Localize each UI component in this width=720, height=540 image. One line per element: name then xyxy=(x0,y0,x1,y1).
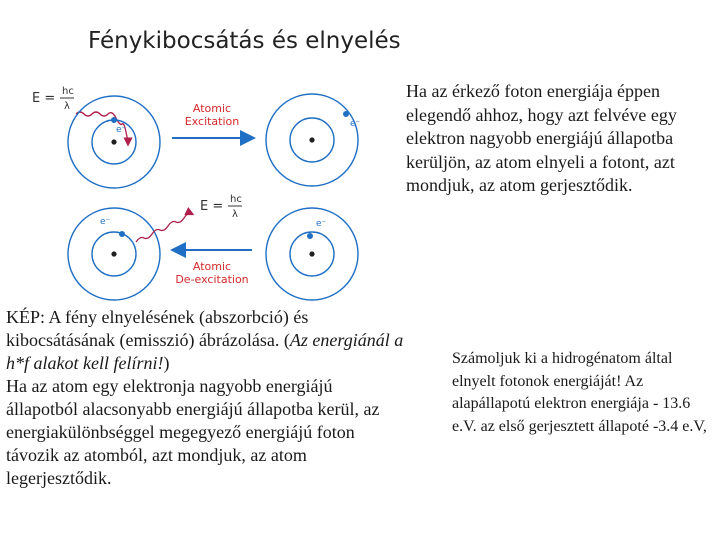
deexcitation-label-line2: De-excitation xyxy=(175,273,249,286)
electron-label: e⁻ xyxy=(116,125,127,135)
excitation-label-line2: Excitation xyxy=(184,115,240,128)
deexcitation-label-line1: Atomic xyxy=(192,260,232,273)
atom-excited-state xyxy=(266,94,361,186)
caption-start: KÉP: A fény elnyelésének (abszorbció) és kibocsátásának (emisszió) ábrázolása. ( xyxy=(6,307,309,350)
caption-italic-note: Az energiánál a h*f alakot kell felírni! xyxy=(6,330,404,373)
formula-lhs: E = xyxy=(32,91,56,106)
formula-lhs: E = xyxy=(200,199,224,214)
electron-dot xyxy=(119,231,125,237)
excitation-label-line1: Atomic xyxy=(192,102,232,115)
electron-label: e⁻ xyxy=(350,119,361,129)
formula-denominator: λ xyxy=(232,209,238,220)
electron-label: e⁻ xyxy=(100,217,111,227)
electron-label: e⁻ xyxy=(316,219,327,229)
formula-numerator: hc xyxy=(230,194,242,205)
electron-dot xyxy=(343,111,349,117)
slide-title: Fénykibocsátás és elnyelés xyxy=(88,28,401,54)
emitted-photon-wave xyxy=(136,214,192,243)
emission-explanation: Ha az atom egy elektronja nagyobb energiájú állapotból alacsonyabb energiájú állapotba kerül, az energiakülönbséggel megegyező energiájú foton távozik az atomból, azt mondjuk, az atom legerjesztődik. xyxy=(6,376,380,488)
electron-dot xyxy=(307,233,313,239)
caption-close: ) xyxy=(163,353,170,373)
formula-denominator: λ xyxy=(64,101,70,112)
atom-before-emission xyxy=(266,208,358,300)
atom-ground-state xyxy=(68,96,160,188)
figure-caption xyxy=(6,306,406,490)
photon-energy-formula-top xyxy=(32,86,74,112)
atom-after-emission xyxy=(68,208,160,300)
photon-energy-formula-bottom xyxy=(200,194,242,220)
absorption-emission-figure xyxy=(24,74,400,306)
electron-dot xyxy=(111,117,117,123)
formula-numerator: hc xyxy=(62,86,74,97)
hydrogen-calculation-prompt: Számoljuk ki a hidrogénatom által elnyelt fotonok energiáját! Az alapállapotú elektron energiája - 13.6 e.V. az első gerjesztett állapoté -3.4 e.V, xyxy=(452,350,707,435)
absorption-explanation: Ha az érkező foton energiája éppen elegendő ahhoz, hogy azt felvéve egy elektron nagyobb energiájú állapotba kerüljön, az atom elnyeli a fotont, azt mondjuk, az atom gerjesztődik. xyxy=(406,81,677,195)
atom-diagram xyxy=(24,74,400,306)
